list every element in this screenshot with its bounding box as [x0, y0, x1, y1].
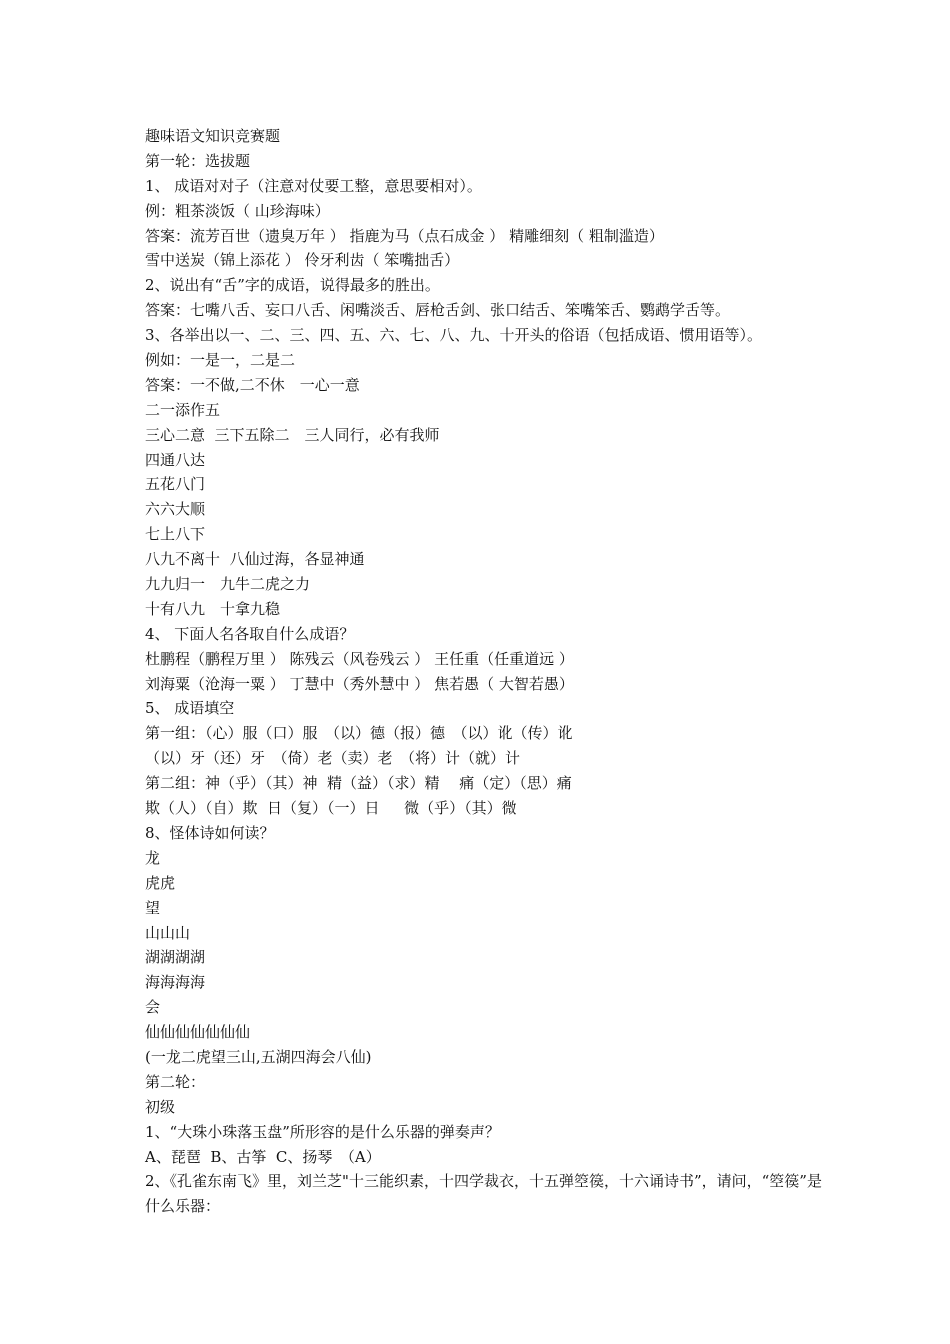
document-line: 答案：七嘴八舌、妄口八舌、闲嘴淡舌、唇枪舌剑、张口结舌、笨嘴笨舌、鹦鹉学舌等。 [145, 301, 731, 320]
document-line: (一龙二虎望三山,五湖四海会八仙) [145, 1047, 372, 1066]
document-line: 答案：一不做,二不休 一心一意 [145, 375, 360, 394]
document-line: 雪中送炭（锦上添花 ） 伶牙利齿（ 笨嘴拙舌） [145, 251, 460, 270]
document-line: 山山山 [145, 923, 191, 942]
document-line: （以）牙（还）牙 （倚）老（卖）老 （将）计（就）计 [145, 749, 521, 768]
document-line: 欺（人）（自）欺 日（复）（一）日 微（乎）（其）微 [145, 799, 517, 818]
document-line: 第二组：神（乎）（其）神 精（益）（求）精 痛（定）（思）痛 [145, 774, 572, 793]
document-line: 例：粗茶淡饭（ 山珍海味） [145, 201, 330, 220]
document-title: 趣味语文知识竞赛题 [145, 127, 281, 145]
document-line: 二一添作五 [145, 400, 221, 419]
document-line: 例如：一是一，二是二 [145, 351, 296, 370]
document-line: 5、 成语填空 [145, 699, 235, 718]
document-line: 湖湖湖湖 [145, 948, 206, 967]
document-line: 六六大顺 [145, 500, 206, 519]
document-line: 八九不离十 八仙过海，各显神通 [145, 550, 365, 569]
document-last-paragraph: 2、《孔雀东南飞》里，刘兰芝"十三能织素，十四学裁衣，十五弹箜篌，十六诵诗书”，请问，“箜篌”是什么乐器： [145, 1172, 822, 1216]
document-line: 1、“大珠小珠落玉盘”所形容的是什么乐器的弹奏声？ [145, 1122, 500, 1141]
document-line: 初级 [145, 1097, 176, 1116]
document-line: 1、 成语对对子（注意对仗要工整，意思要相对）。 [145, 176, 482, 195]
document-line: A、琵琶 B、古筝 C、扬琴 （A） [145, 1147, 381, 1166]
document-line: 杜鹏程（鹏程万里 ） 陈残云（风卷残云 ） 王任重（任重道远 ） [145, 649, 574, 668]
document-line: 答案：流芳百世（遗臭万年 ） 指鹿为马（点石成金 ） 精雕细刻（ 粗制滥造） [145, 226, 664, 245]
document-line: 海海海海 [145, 973, 206, 992]
document-line: 第二轮： [145, 1072, 206, 1091]
document-line: 刘海粟（沧海一粟 ） 丁慧中（秀外慧中 ） 焦若愚（ 大智若愚） [145, 674, 574, 693]
document-line: 第一轮：选拔题 [145, 151, 251, 170]
document-line: 五花八门 [145, 475, 206, 494]
document-body [145, 124, 825, 1219]
document-line: 3、各举出以一、二、三、四、五、六、七、八、九、十开头的俗语（包括成语、惯用语等）。 [145, 326, 763, 345]
document-line: 第一组：（心）服（口）服 （以）德（报）德 （以）讹（传）讹 [145, 724, 573, 743]
document-line: 会 [145, 998, 161, 1017]
document-line: 虎虎 [145, 873, 176, 892]
document-line: 十有八九 十拿九稳 [145, 599, 281, 618]
document-line: 九九归一 九牛二虎之力 [145, 575, 311, 594]
document-line: 三心二意 三下五除二 三人同行，必有我师 [145, 425, 440, 444]
document-line: 8、怪体诗如何读？ [145, 823, 275, 842]
document-line: 七上八下 [145, 525, 206, 544]
document-line: 2、说出有“舌”字的成语，说得最多的胜出。 [145, 276, 440, 295]
document-line: 仙仙仙仙仙仙仙 [145, 1023, 251, 1042]
document-line: 望 [145, 898, 161, 917]
document-line: 四通八达 [145, 450, 206, 469]
document-line: 龙 [145, 848, 161, 867]
document-lines [145, 149, 825, 1170]
document-line: 4、 下面人名各取自什么成语？ [145, 624, 355, 643]
